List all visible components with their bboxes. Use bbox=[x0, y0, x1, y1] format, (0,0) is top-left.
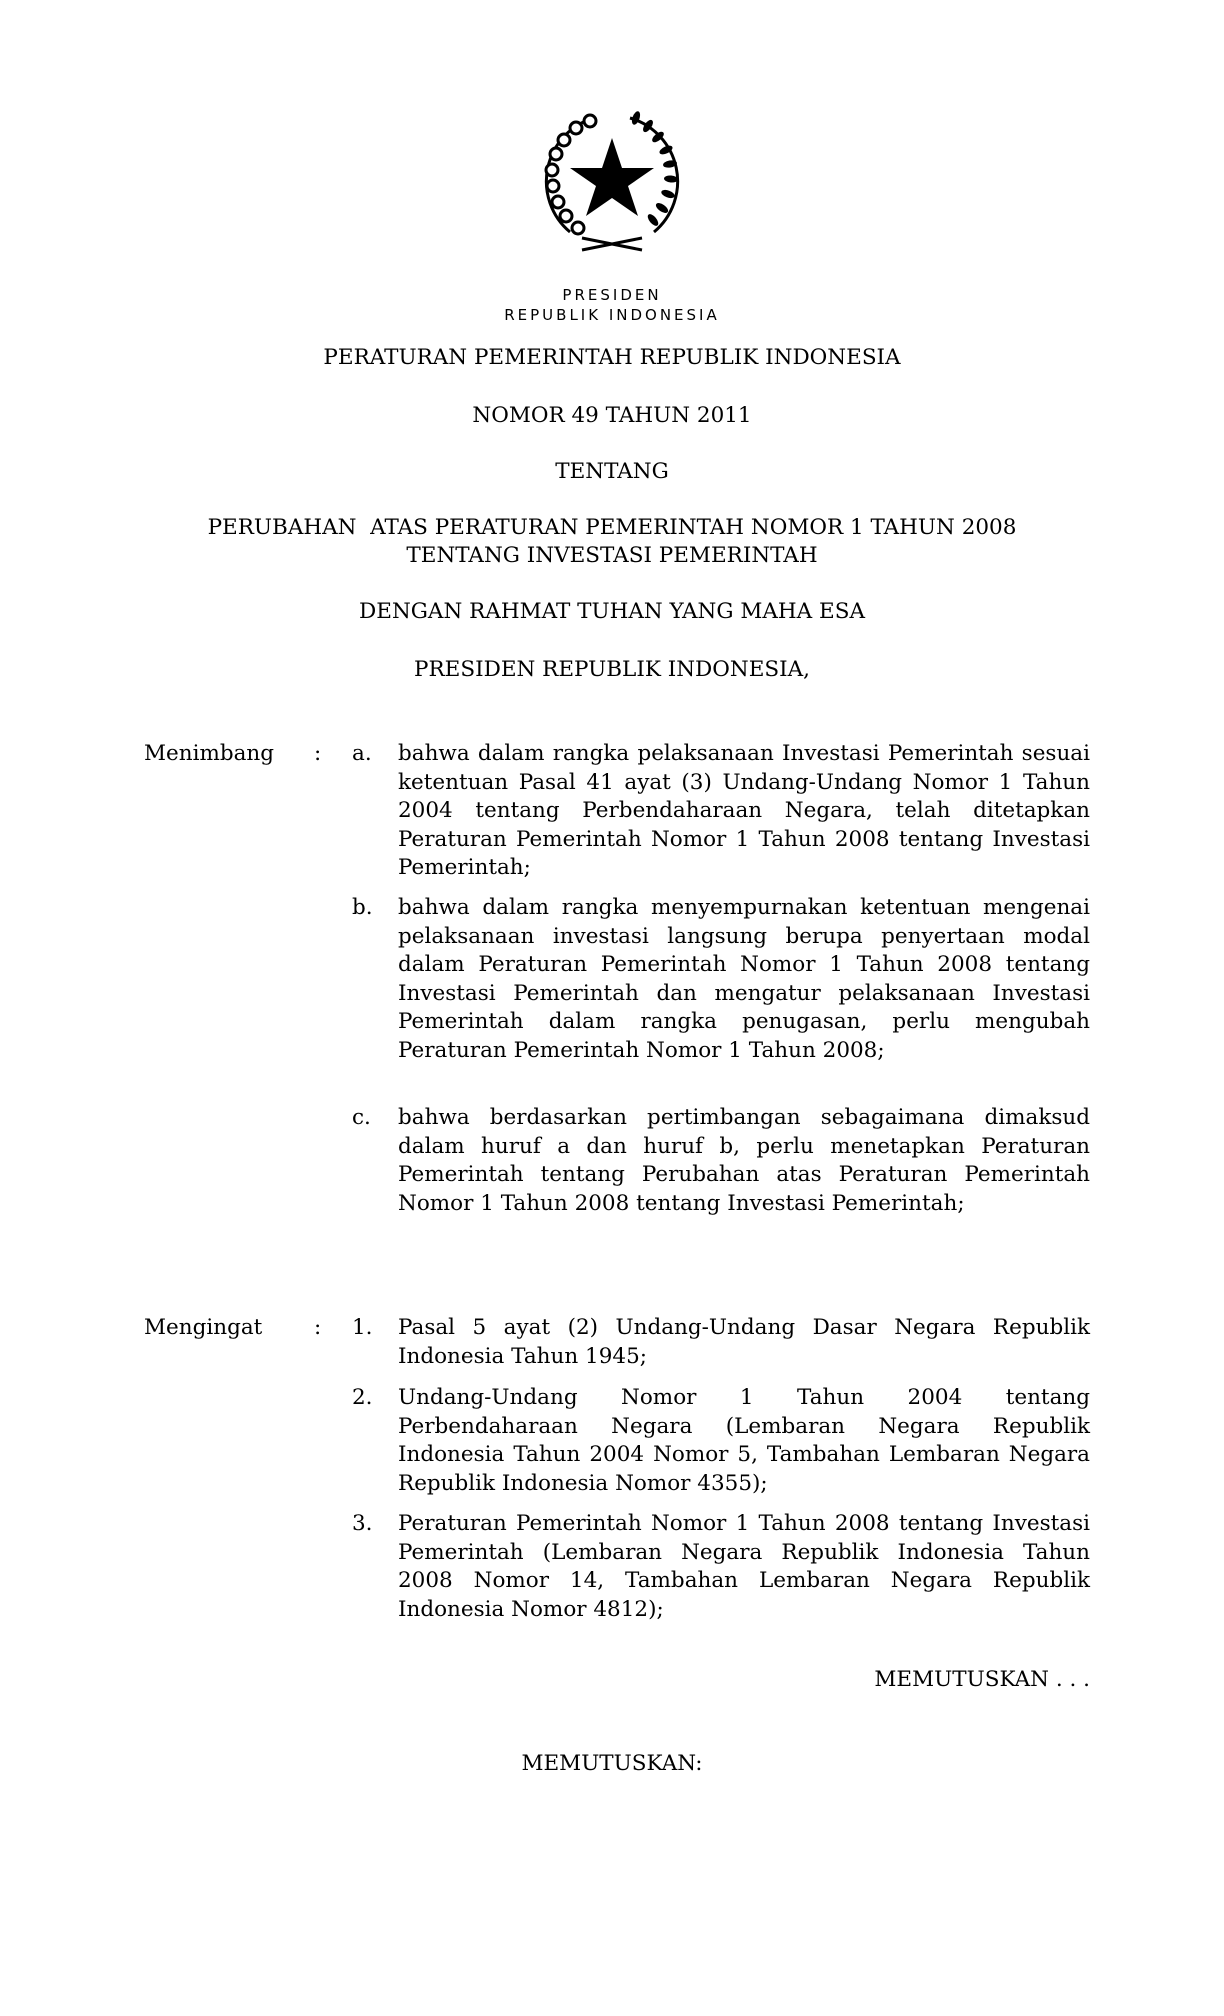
president-heading: PRESIDEN REPUBLIK INDONESIA, bbox=[414, 657, 810, 682]
mengingat-item-2 bbox=[330, 1384, 1090, 1498]
menimbang-colon: : bbox=[314, 741, 322, 766]
mengingat-item-3 bbox=[330, 1510, 1090, 1624]
president-mark-line1: PRESIDEN bbox=[562, 286, 662, 304]
page-continuation: MEMUTUSKAN . . . bbox=[874, 1667, 1090, 1692]
item-marker: b. bbox=[352, 895, 373, 920]
president-mark-line2: REPUBLIK INDONESIA bbox=[504, 306, 720, 324]
document-title: PERATURAN PEMERINTAH REPUBLIK INDONESIA bbox=[323, 345, 901, 370]
menimbang-item-c bbox=[330, 1104, 1090, 1218]
menimbang-item-a bbox=[330, 740, 1090, 883]
item-text: Peraturan Pemerintah Nomor 1 Tahun 2008 tentang Investasi Pemerintah (Lembaran Negara Republik Indonesia Tahun 2008 Nomor 14, Tambahan Lembaran Negara Republik Indonesia Nomor 4812); bbox=[398, 1511, 1090, 1622]
item-text: bahwa dalam rangka menyempurnakan ketentuan mengenai pelaksanaan investasi langsung berupa penyertaan modal dalam Peraturan Pemerintah Nomor 1 Tahun 2008 tentang Investasi Pemerintah dan mengatur pelaksanaan Investasi Pemerintah dalam rangka penugasan, perlu mengubah Peraturan Pemerintah Nomor 1 Tahun 2008; bbox=[398, 895, 1090, 1063]
item-marker: 2. bbox=[352, 1385, 373, 1410]
mengingat-item-1 bbox=[330, 1314, 1090, 1371]
document-number: NOMOR 49 TAHUN 2011 bbox=[472, 403, 752, 428]
invocation: DENGAN RAHMAT TUHAN YANG MAHA ESA bbox=[359, 599, 865, 624]
mengingat-colon: : bbox=[314, 1315, 322, 1340]
item-marker: 3. bbox=[352, 1511, 373, 1536]
item-marker: c. bbox=[352, 1105, 371, 1130]
garuda-star-emblem-icon bbox=[532, 104, 692, 264]
item-marker: a. bbox=[352, 741, 372, 766]
item-text: bahwa dalam rangka pelaksanaan Investasi Pemerintah sesuai ketentuan Pasal 41 ayat (3) Undang-Undang Nomor 1 Tahun 2004 tentang Perbendaharaan Negara, telah ditetapkan Peraturan Pemerintah Nomor 1 Tahun 2008 tentang Investasi Pemerintah; bbox=[398, 741, 1090, 880]
mengingat-label: Mengingat bbox=[144, 1315, 263, 1340]
tentang-heading: TENTANG bbox=[555, 459, 669, 484]
menimbang-item-b bbox=[330, 894, 1090, 1065]
item-text: bahwa berdasarkan pertimbangan sebagaimana dimaksud dalam huruf a dan huruf b, perlu menetapkan Peraturan Pemerintah tentang Perubahan atas Peraturan Pemerintah Nomor 1 Tahun 2008 tentang Investasi Pemerintah; bbox=[398, 1105, 1090, 1216]
item-text: Undang-Undang Nomor 1 Tahun 2004 tentang Perbendaharaan Negara (Lembaran Negara Republik Indonesia Tahun 2004 Nomor 5, Tambahan Lembaran Negara Republik Indonesia Nomor 4355); bbox=[398, 1385, 1090, 1496]
item-text: Pasal 5 ayat (2) Undang-Undang Dasar Negara Republik Indonesia Tahun 1945; bbox=[398, 1315, 1090, 1369]
decide-heading: MEMUTUSKAN: bbox=[521, 1751, 703, 1776]
subject-line-1: PERUBAHAN ATAS PERATURAN PEMERINTAH NOMOR 1 TAHUN 2008 bbox=[207, 515, 1017, 540]
item-marker: 1. bbox=[352, 1315, 373, 1340]
subject-line-2: TENTANG INVESTASI PEMERINTAH bbox=[406, 543, 818, 568]
menimbang-label: Menimbang bbox=[144, 741, 275, 766]
